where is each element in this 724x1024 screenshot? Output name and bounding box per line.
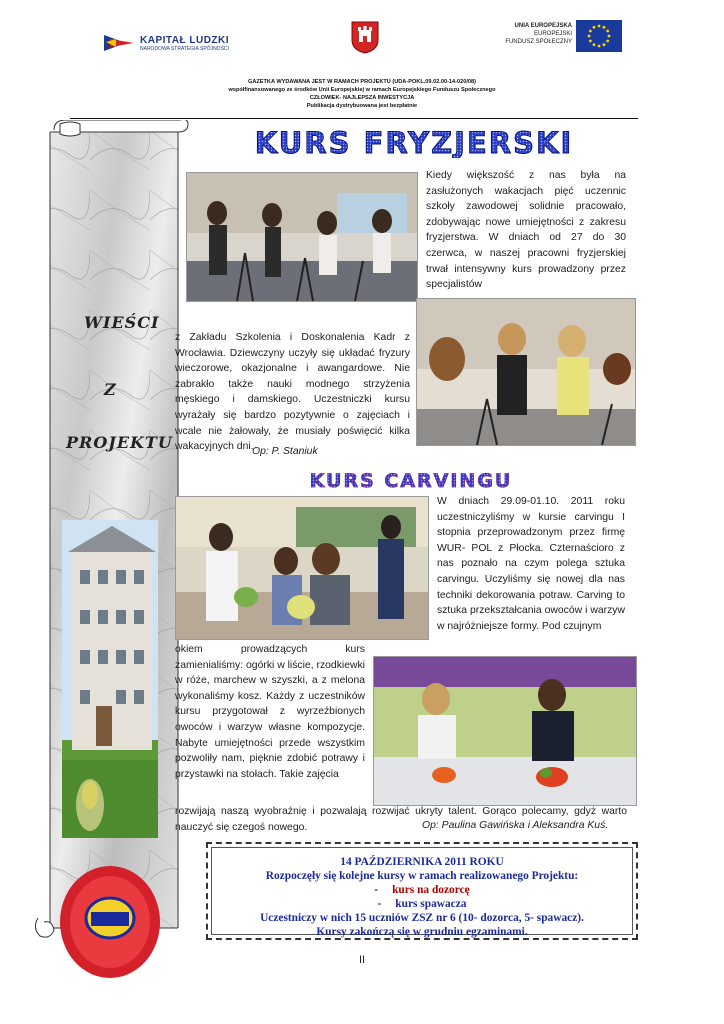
project-info-line1: GAZETKA WYDAWANA JEST W RAMACH PROJEKTU (UDA-POKL.09.02.00-14-020/08) <box>247 79 477 85</box>
bullet-dash-1: - <box>374 884 379 896</box>
hairdressing-photo-1 <box>186 172 418 302</box>
town-crest-icon <box>350 20 380 54</box>
header-rule <box>70 118 638 119</box>
eu-flag-icon <box>576 20 622 52</box>
bullet-dash-2: - <box>377 898 382 910</box>
announcement-box-inner <box>211 847 633 938</box>
eu-label-line2: EUROPEJSKI <box>533 31 572 37</box>
announcement-participants: Uczestniczy w nich 15 uczniów ZSZ nr 6 (10- dozorca, 5- spawacz). <box>260 912 584 924</box>
carving-photo-2 <box>373 656 637 806</box>
project-info-line4: Publikacja dystrybuowana jest bezpłatnie <box>306 103 418 109</box>
carving-photo-1 <box>175 496 429 640</box>
announcement-course-1 <box>212 884 632 896</box>
article2-text-part1: W dniach 29.09-01.10. 2011 roku uczestniczyliśmy w kursie carvingu I stopnia przeprowadzonym przez firmę WUR- POL z Płocka. Czternaścioro z nas poznało na czym polega sztuka carvingu. Uczyliśmy się nowej dla nas techniki dekorowania potraw. Carving to sztuka przekształcania owoców i warzyw w najróżniejsze formy. Pod czujnym <box>437 496 625 632</box>
article2-text-part3: rozwijają naszą wyobraźnię i pozwalają rozwijać ukryty talent. Gorąco polecamy, gdyż warto nauczyć się czegoś nowego. <box>175 806 627 833</box>
announcement-end: Kursy zakończą się w grudniu egzaminami. <box>316 926 528 938</box>
eu-label-line1: UNIA EUROPEJSKA <box>514 23 572 29</box>
sidebar-word-2: Z <box>104 380 117 399</box>
article1-signature: Op: P. Staniuk <box>252 446 318 457</box>
project-info-line3: CZŁOWIEK- NAJLEPSZA INWESTYCJA <box>309 95 415 101</box>
sidebar-word-3: PROJEKTU <box>66 433 173 452</box>
kapital-ludzki-logo <box>104 30 274 56</box>
project-info <box>0 78 724 110</box>
announcement-course-2 <box>212 898 632 910</box>
project-info-line2: współfinansowanego ze środków Unii Europejskiej w ramach Europejskiego Funduszu Społecznego <box>228 87 496 93</box>
announcement-course-2-label: kurs spawacza <box>395 898 467 910</box>
article1-title: KURS FRYZJERSKI <box>254 128 574 158</box>
sidebar-word-1: WIEŚCI <box>84 313 160 332</box>
article2-title: KURS CARVINGU <box>309 470 513 490</box>
article2-text-part2: okiem prowadzących kurs zamienialiśmy: ogórki w liście, rzodkiewki w róże, marchew w szyszki, a z melona wykonaliśmy kosz. Każdy z uczestników kursu przygotował z wyrzeźbionych owoców i warzyw własne kompozycje. Nabyte umiejętności przede wszystkim pozwoliły nam, pięknie zdobić potrawy i przystawki na stołach. Takie zajęcia <box>175 644 365 780</box>
hairdressing-photo-2 <box>416 298 636 446</box>
school-building-photo <box>62 520 158 838</box>
announcement-date: 14 PAŹDZIERNIKA 2011 ROKU <box>340 856 504 868</box>
rock-disc-badge <box>55 862 165 982</box>
announcement-intro: Rozpoczęły się kolejne kursy w ramach realizowanego Projektu: <box>265 870 579 882</box>
kapital-ludzki-title: KAPITAŁ LUDZKI <box>140 35 230 46</box>
article1-text-part1: Kiedy większość z nas była na zasłużonych wakacjach pięć uczennic szkoły zawodowej solidnie pracowało, zdobywając nowe umiejętności z zakresu fryzjerstwa. W dniach od 27 do 30 czerwca, w naszej pracowni fryzjerskiej trwał intensywny kurs prowadzony przez specjalistów <box>426 170 626 291</box>
article1-title-banner <box>198 128 630 158</box>
page-number: II <box>358 954 366 966</box>
article1-text-part2: z Zakładu Szkolenia i Doskonalenia Kadr z Wrocławia. Dziewczyny uczyły się układać fryzury wieczorowe, okazjonalne i awangardowe. Nie zabrakło także nauki modnego strzyżenia męskiego i damskiego. Uczestniczki kursu wyrażały się bardzo pozytywnie o zajęciach i wcale nie żałowały, że musiały poświęcić kilka wakacyjnych dni. <box>175 332 410 453</box>
article2-signature: Op: Paulina Gawińska i Aleksandra Kuś. <box>422 820 609 831</box>
announcement-course-1-label: kurs na dozorcę <box>392 884 470 896</box>
article2-title-banner <box>270 470 552 490</box>
kapital-ludzki-subtitle: NARODOWA STRATEGIA SPÓJNOŚCI <box>140 46 229 52</box>
eu-label-line3: FUNDUSZ SPOŁECZNY <box>505 39 572 45</box>
kapital-ludzki-mark-icon <box>104 33 134 53</box>
announcement-box <box>206 842 638 940</box>
eu-label <box>470 22 572 46</box>
